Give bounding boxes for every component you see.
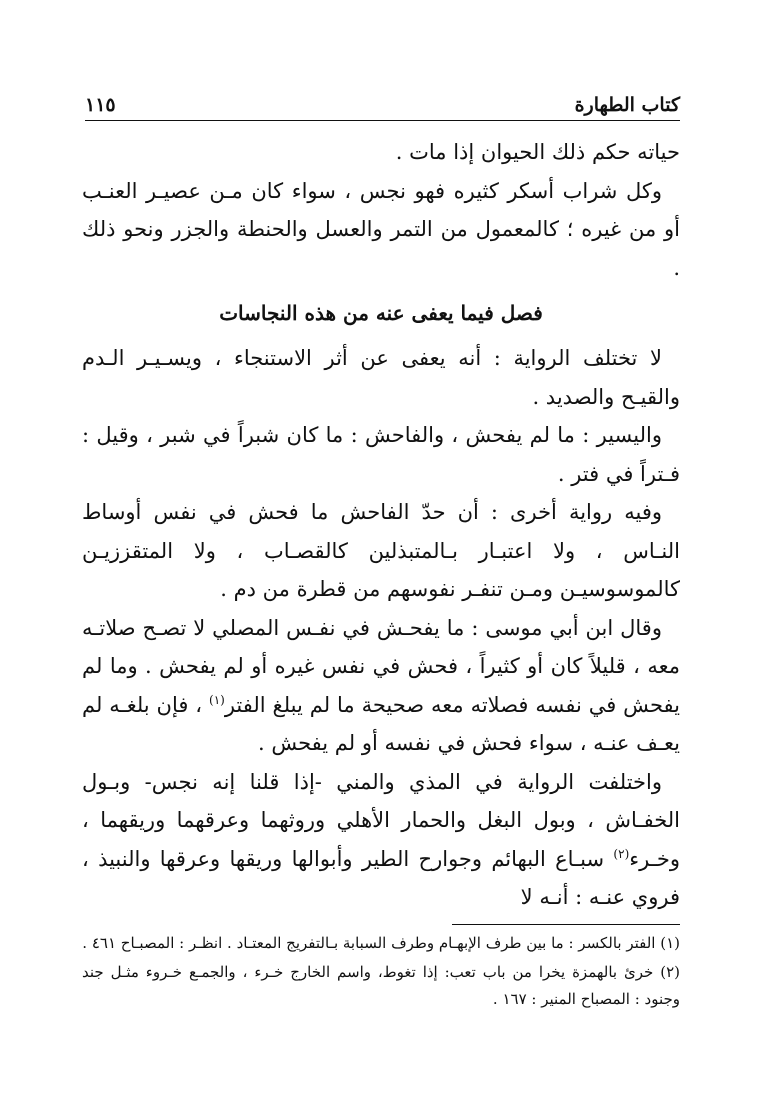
main-text bbox=[82, 133, 680, 917]
header-title: كتاب الطهارة bbox=[574, 94, 680, 116]
paragraph: لا تختلف الرواية : أنه يعفى عن أثر الاستنجاء ، ويسـيـر الـدم والقيـح والصديد . bbox=[82, 346, 680, 409]
footnote-ref[interactable]: (١) bbox=[209, 692, 225, 707]
paragraph-text: سبـاع البهائم وجوارح الطير وأبوالها وريقها وعرقها والنبيذ ، فروي عنـه : أنـه لا bbox=[82, 846, 680, 909]
footnotes bbox=[82, 930, 680, 1015]
paragraph: وكل شراب أسكر كثيره فهو نجس ، سواء كان مـن عصيـر العنـب أو من غيره ؛ كالمعمول من التمر والعسل والحنطة والجزر ونحو ذلك . bbox=[82, 178, 680, 280]
paragraph-text: ، فإن بلغـه لم يعـف عنـه ، سواء فحش في نفسه أو لم يفحش . bbox=[82, 692, 680, 755]
paragraph-text: واختلفت الرواية في المذي والمني -إذا قلنا إنه نجس- وبـول الخفـاش ، وبول البغل والحمار الأهلي وروثهما وعرقهما وريقهما ، وخـرء bbox=[82, 769, 680, 871]
paragraph-riwaya bbox=[82, 763, 680, 917]
footnote-divider bbox=[452, 924, 680, 925]
paragraph: حياته حكم ذلك الحيوان إذا مات . bbox=[395, 140, 680, 164]
paragraph-text: وقال ابن أبي موسى : ما يفحـش في نفـس المصلي لا تصـح صلاتـه معه ، قليلاً كان أو كثيراً ، فحش في نفس غيره أو لم يفحش . وما لم يفحش في نفسه فصلاته معه صحيحة ما لم يبلغ الفتر bbox=[82, 615, 680, 717]
footnote: (٢) خرئ بالهمزة يخرا من باب تعب: إذا تغوط، واسم الخارج خـرء ، والجمـع خـروء مثـل جند وجنود : المصباح المنير : ١٦٧ . bbox=[82, 963, 680, 1008]
running-header bbox=[85, 80, 680, 121]
page-number: ١١٥ bbox=[85, 94, 116, 116]
section-heading: فصل فيما يعفى عنه من هذه النجاسات bbox=[219, 301, 543, 325]
footnote-ref[interactable]: (٢) bbox=[613, 846, 630, 861]
footnote: (١) الفتر بالكسر : ما بين طرف الإبهـام وطرف السبابة بـالتفريج المعتـاد . انظـر : المصبـاح ٤٦١ . bbox=[82, 934, 680, 952]
paragraph-ibn-abi-musa bbox=[82, 609, 680, 763]
paragraph: واليسير : ما لم يفحش ، والفاحش : ما كان شبراً في شبر ، وقيل : فـتراً في فتر . bbox=[82, 423, 680, 486]
paragraph: وفيه رواية أخرى : أن حدّ الفاحش ما فحش في نفس أوساط النـاس ، ولا اعتبـار بـالمتبذلين كالقصـاب ، ولا المتقززيـن كالموسوسيـن ومـن تنفـر نفوسهم من قطرة من دم . bbox=[82, 500, 680, 601]
